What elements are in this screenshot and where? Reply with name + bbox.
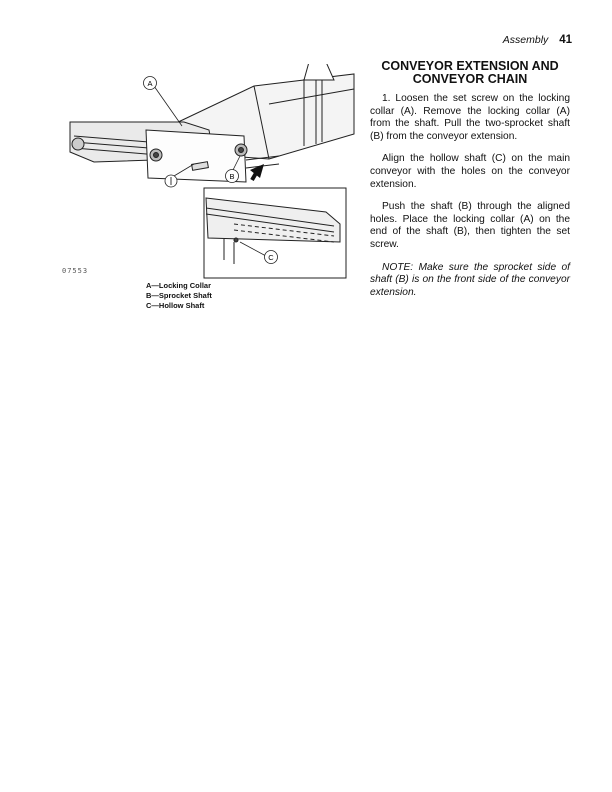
page-header bbox=[503, 34, 572, 46]
callout-a bbox=[144, 77, 183, 127]
assembly-illustration bbox=[64, 64, 364, 279]
legend-item: B—Sprocket Shaft bbox=[146, 291, 212, 300]
figure-code: 07553 bbox=[62, 267, 89, 275]
note-paragraph: NOTE: Make sure the sprocket side of shaft (B) is on the front side of the conveyor extension. bbox=[370, 261, 570, 298]
instruction-paragraph: 1. Loosen the set screw on the locking collar (A). Remove the locking collar (A) from the shaft. Pull the two-sprocket shaft (B) from the conveyor extension. bbox=[370, 93, 570, 142]
page-number: 41 bbox=[559, 34, 572, 46]
callout-a-label: A bbox=[147, 79, 153, 88]
figure-legend bbox=[146, 281, 212, 311]
instruction-paragraph: Align the hollow shaft (C) on the main conveyor with the holes on the conveyor extension. bbox=[370, 153, 570, 190]
legend-item: C—Hollow Shaft bbox=[146, 301, 205, 310]
section-title: CONVEYOR EXTENSION AND CONVEYOR CHAIN bbox=[381, 59, 559, 86]
callout-c-label: C bbox=[268, 253, 274, 262]
section-name: Assembly bbox=[502, 34, 549, 46]
instruction-paragraph: Push the shaft (B) through the aligned holes. Place the locking collar (A) on the end of the shaft (B), then tighten the set screw. bbox=[370, 201, 570, 250]
legend-item: A—Locking Collar bbox=[146, 281, 212, 290]
instructions-column bbox=[370, 60, 570, 309]
callout-b-label: B bbox=[229, 172, 235, 181]
detail-inset bbox=[204, 188, 346, 278]
